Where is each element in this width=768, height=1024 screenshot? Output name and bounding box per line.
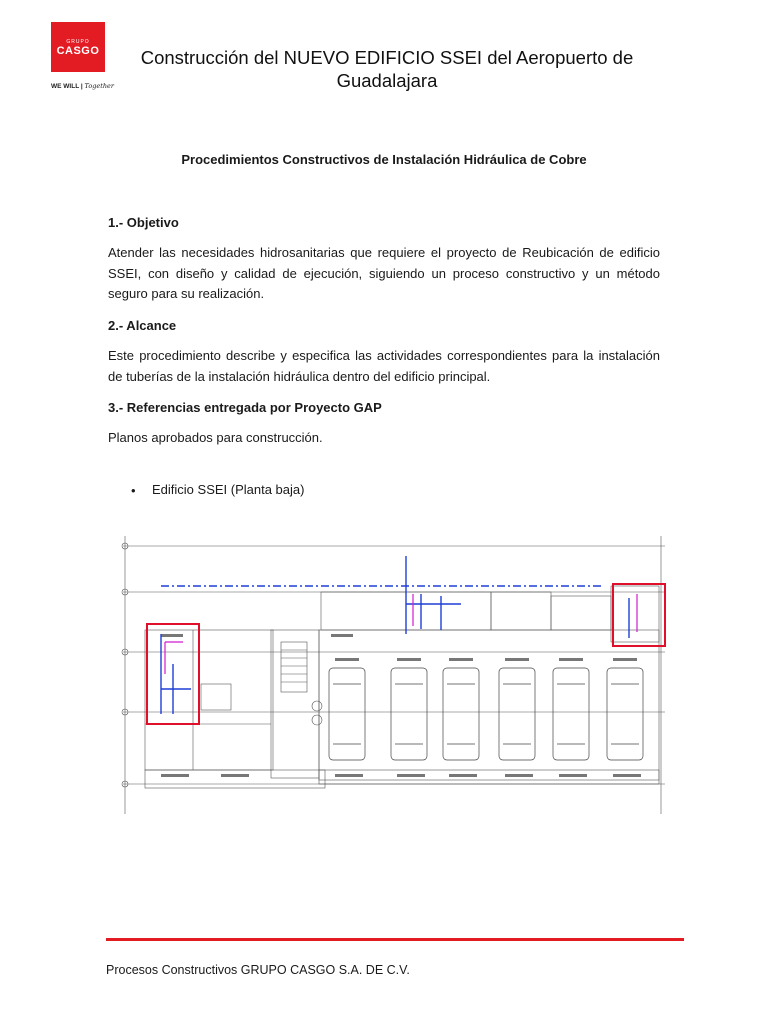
section-objetivo-body: Atender las necesidades hidrosanitarias que requiere el proyecto de Reubicación de edificio SSEI, con diseño y calidad de ejecución, siguiendo un proceso constructivo y un método seguro para su realización. — [108, 245, 660, 301]
company-logo — [51, 22, 105, 72]
highlight-box-right — [613, 584, 665, 646]
tagline-main: WE WILL | — [51, 83, 83, 90]
footer-divider — [106, 938, 684, 941]
section-objetivo-title: 1.- Objetivo — [108, 215, 179, 230]
footer-text: Procesos Constructivos GRUPO CASGO S.A. DE C.V. — [106, 963, 410, 977]
page-header-title: Construcción del NUEVO EDIFICIO SSEI del Aeropuerto de Guadalajara — [140, 47, 634, 91]
document-heading: Procedimientos Constructivos de Instalación Hidráulica de Cobre — [181, 152, 587, 167]
section-referencias-body: Planos aprobados para construcción. — [108, 430, 323, 445]
bullet-item-edificio: Edificio SSEI (Planta baja) — [152, 482, 305, 497]
section-referencias-title: 3.- Referencias entregada por Proyecto GAP — [108, 400, 382, 415]
section-alcance-body: Este procedimiento describe y especifica las actividades correspondientes para la instalación de tuberías de la instalación hidráulica dentro del edificio principal. — [108, 348, 660, 384]
tagline-script: Together — [84, 82, 114, 90]
floor-plan-svg — [121, 534, 667, 816]
logo-grupo-text: GRUPO — [66, 39, 90, 45]
logo-casgo-text: CASGO — [56, 45, 100, 57]
company-tagline — [51, 82, 114, 90]
section-alcance-title: 2.- Alcance — [108, 318, 177, 333]
floor-plan-drawing — [121, 534, 667, 816]
bullet-dot: • — [131, 483, 136, 498]
